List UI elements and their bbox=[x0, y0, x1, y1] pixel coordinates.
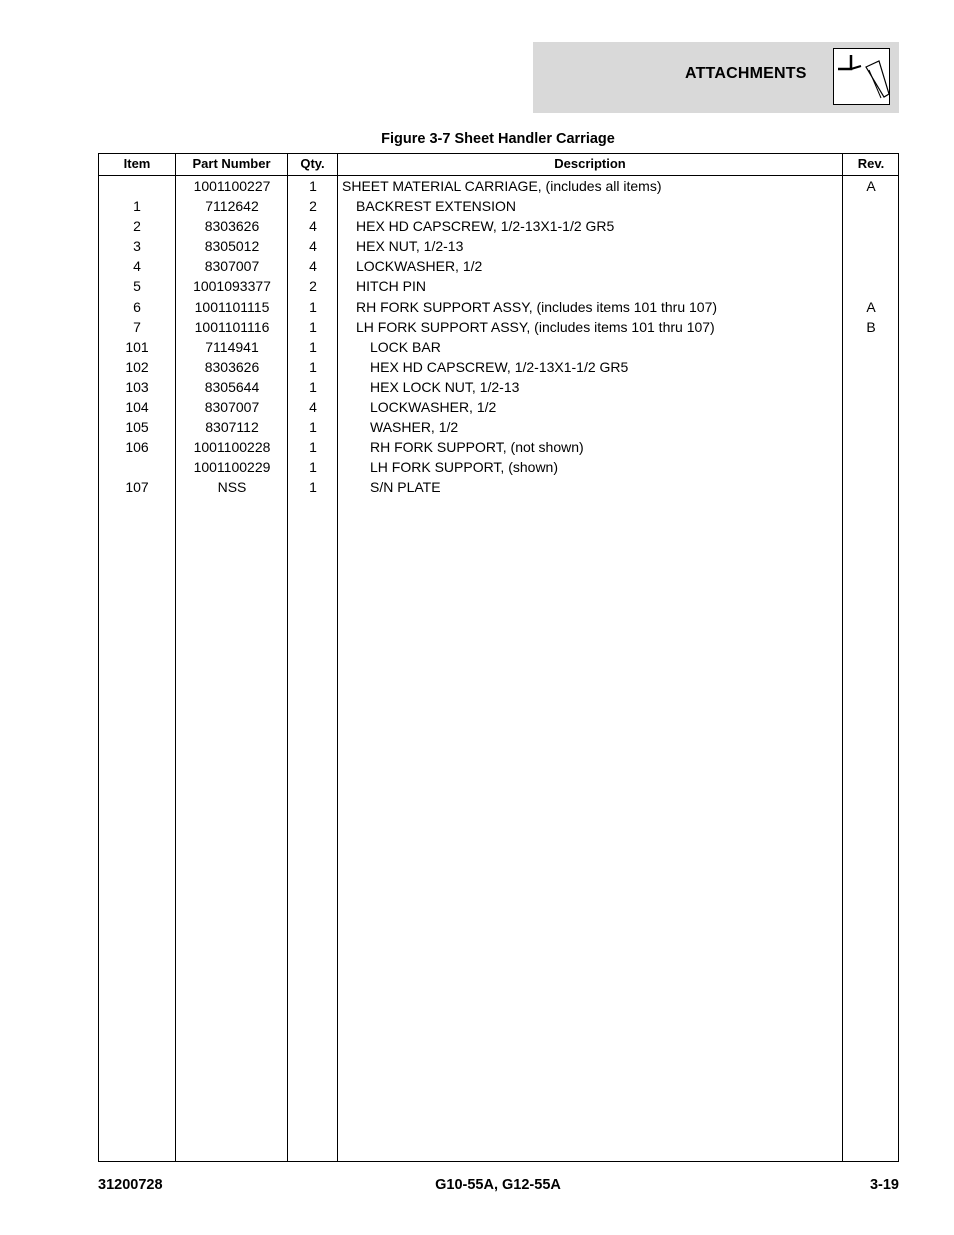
item-cell: 3 bbox=[133, 238, 141, 255]
part-number-cell: 7114941 bbox=[205, 338, 259, 355]
item-cell: 6 bbox=[133, 298, 141, 315]
qty-cell: 1 bbox=[309, 439, 317, 456]
description-cell: SHEET MATERIAL CARRIAGE, (includes all items) bbox=[342, 178, 662, 194]
table-row bbox=[99, 417, 898, 437]
qty-cell: 4 bbox=[309, 218, 317, 235]
part-number-cell: 1001093377 bbox=[193, 278, 271, 295]
table-row bbox=[99, 317, 898, 337]
qty-cell: 1 bbox=[309, 358, 317, 375]
part-number-cell: 8307007 bbox=[204, 399, 260, 416]
column-header-part-number: Part Number bbox=[192, 156, 271, 171]
description-cell: LH FORK SUPPORT ASSY, (includes items 101 thru 107) bbox=[356, 318, 715, 335]
description-cell: HITCH PIN bbox=[356, 278, 426, 295]
part-number-cell: NSS bbox=[217, 479, 247, 496]
part-number-cell: 7112642 bbox=[205, 198, 259, 215]
part-number-cell: 1001101115 bbox=[194, 298, 270, 315]
description-cell: HEX HD CAPSCREW, 1/2-13X1-1/2 GR5 bbox=[356, 218, 615, 235]
rev-cell: A bbox=[866, 178, 876, 194]
table-row bbox=[99, 457, 898, 477]
page-number: 3-19 bbox=[869, 1177, 899, 1193]
table-row bbox=[99, 297, 898, 317]
part-number-cell: 8307112 bbox=[205, 419, 259, 436]
figure-title: Figure 3-7 Sheet Handler Carriage bbox=[381, 131, 615, 147]
table-row bbox=[99, 397, 898, 417]
part-number-cell: 1001100228 bbox=[193, 439, 271, 456]
item-cell: 4 bbox=[133, 258, 141, 275]
table-row bbox=[99, 357, 898, 377]
qty-cell: 1 bbox=[309, 318, 317, 335]
item-cell: 107 bbox=[125, 479, 149, 496]
description-cell: BACKREST EXTENSION bbox=[356, 198, 517, 215]
section-title: ATTACHMENTS bbox=[685, 65, 807, 82]
qty-cell: 4 bbox=[309, 399, 317, 416]
qty-cell: 1 bbox=[309, 178, 317, 194]
column-header-rev: Rev. bbox=[857, 156, 885, 171]
description-cell: WASHER, 1/2 bbox=[370, 419, 459, 436]
qty-cell: 4 bbox=[309, 258, 317, 275]
table-row bbox=[99, 276, 898, 296]
qty-cell: 2 bbox=[309, 278, 317, 295]
description-cell: HEX HD CAPSCREW, 1/2-13X1-1/2 GR5 bbox=[370, 358, 629, 375]
table-body bbox=[99, 176, 898, 498]
item-cell: 105 bbox=[125, 419, 149, 436]
table-row bbox=[99, 236, 898, 256]
attachment-icon bbox=[833, 48, 890, 105]
table-row bbox=[99, 256, 898, 276]
qty-cell: 1 bbox=[309, 479, 317, 496]
document-number: 31200728 bbox=[98, 1177, 163, 1193]
table-row bbox=[99, 437, 898, 457]
part-number-cell: 8303626 bbox=[204, 358, 260, 375]
item-cell: 5 bbox=[133, 278, 141, 295]
qty-cell: 1 bbox=[309, 298, 317, 315]
item-cell: 101 bbox=[125, 338, 149, 355]
qty-cell: 1 bbox=[309, 459, 317, 476]
part-number-cell: 8303626 bbox=[204, 218, 260, 235]
model-numbers: G10-55A, G12-55A bbox=[435, 1177, 561, 1193]
description-cell: S/N PLATE bbox=[370, 479, 441, 496]
description-cell: HEX NUT, 1/2-13 bbox=[356, 238, 464, 255]
item-cell: 2 bbox=[133, 218, 141, 235]
column-header-item: Item bbox=[123, 156, 151, 171]
parts-table bbox=[98, 153, 899, 1162]
item-cell: 7 bbox=[133, 318, 141, 335]
part-number-cell: 8305644 bbox=[204, 378, 260, 395]
item-cell: 1 bbox=[133, 198, 141, 215]
item-cell: 103 bbox=[125, 378, 149, 395]
qty-cell: 4 bbox=[309, 238, 317, 255]
qty-cell: 2 bbox=[309, 198, 317, 215]
column-header-qty: Qty. bbox=[300, 156, 325, 171]
qty-cell: 1 bbox=[309, 338, 317, 355]
item-cell: 104 bbox=[125, 399, 149, 416]
column-header-description: Description bbox=[554, 156, 626, 171]
table-row bbox=[99, 337, 898, 357]
table-row bbox=[99, 477, 898, 497]
description-cell: RH FORK SUPPORT ASSY, (includes items 101 thru 107) bbox=[356, 298, 718, 315]
item-cell: 102 bbox=[125, 358, 149, 375]
part-number-cell: 1001101116 bbox=[194, 318, 270, 335]
part-number-cell: 1001100227 bbox=[193, 178, 271, 194]
description-cell: LOCKWASHER, 1/2 bbox=[370, 399, 497, 416]
description-cell: LOCK BAR bbox=[370, 338, 441, 355]
rev-cell: A bbox=[866, 298, 876, 315]
description-cell: HEX LOCK NUT, 1/2-13 bbox=[370, 378, 520, 395]
qty-cell: 1 bbox=[309, 419, 317, 436]
item-cell: 106 bbox=[125, 439, 149, 456]
qty-cell: 1 bbox=[309, 378, 317, 395]
part-number-cell: 8305012 bbox=[204, 238, 260, 255]
description-cell: RH FORK SUPPORT, (not shown) bbox=[370, 439, 584, 456]
rev-cell: B bbox=[866, 318, 876, 335]
table-row bbox=[99, 196, 898, 216]
part-number-cell: 8307007 bbox=[204, 258, 260, 275]
table-row bbox=[99, 216, 898, 236]
table-row bbox=[99, 377, 898, 397]
part-number-cell: 1001100229 bbox=[193, 459, 271, 476]
description-cell: LOCKWASHER, 1/2 bbox=[356, 258, 483, 275]
table-row bbox=[99, 176, 898, 196]
description-cell: LH FORK SUPPORT, (shown) bbox=[370, 459, 559, 476]
